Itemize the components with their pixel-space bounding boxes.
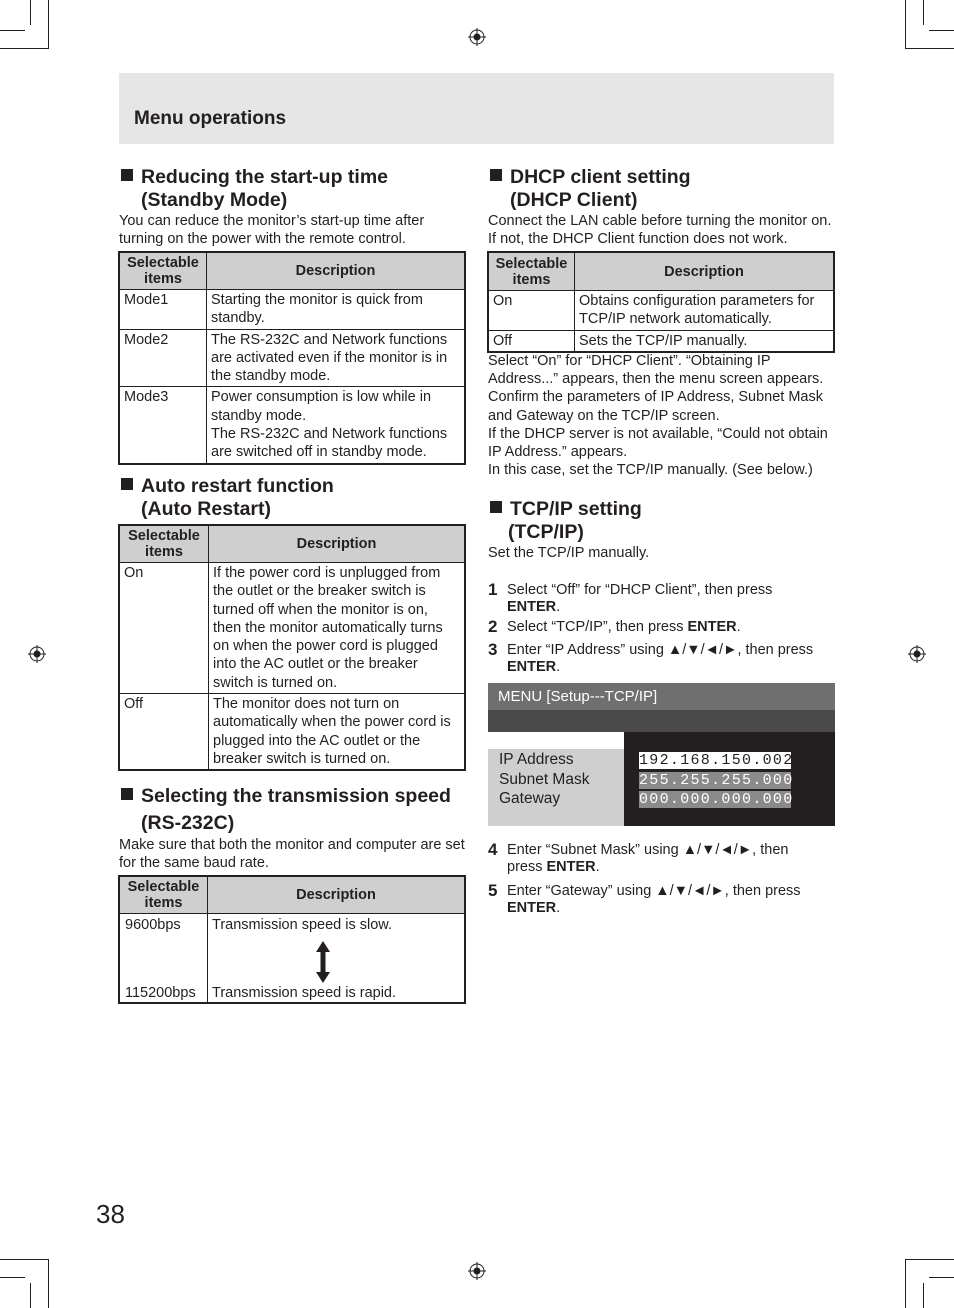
- rs232c-intro: Make sure that both the monitor and computer are set for the same baud rate.: [119, 837, 465, 872]
- crop-mark: [30, 0, 31, 25]
- table-header: Description: [208, 877, 465, 914]
- standby-section-heading: Reducing the start-up time (Standby Mode): [121, 166, 388, 212]
- table-row: Mode3 Power consumption is low while in standby mode. The RS-232C and Network functions are switched off in standby mode.: [120, 387, 465, 463]
- crop-mark: [30, 1283, 31, 1308]
- page-number: 38: [96, 1199, 125, 1229]
- table-row: Mode2 The RS-232C and Network functions are activated even if the monitor is in the standby mode.: [120, 329, 465, 387]
- square-bullet-icon: [490, 501, 502, 513]
- table-header: Selectable items: [120, 526, 209, 563]
- crop-mark: [923, 0, 924, 25]
- tcpip-menu-screen: [488, 683, 835, 826]
- crop-mark: [905, 1259, 954, 1260]
- table-header: Selectable items: [120, 253, 207, 290]
- rs232c-table: [119, 876, 465, 1003]
- table-header: Selectable items: [489, 253, 575, 291]
- square-bullet-icon: [490, 169, 502, 181]
- crop-mark: [0, 1259, 49, 1260]
- crop-mark: [905, 0, 906, 49]
- crop-mark: [923, 1283, 924, 1308]
- table-row: Off Sets the TCP/IP manually.: [489, 330, 834, 351]
- up-down-arrow-icon: [315, 941, 331, 983]
- table-row: On If the power cord is unplugged from the outlet or the breaker switch is turned off when the monitor is on, then the monitor automatically turns on when the power cord is plugged into the AC outlet or the breaker switch is turned on.: [120, 563, 465, 694]
- square-bullet-icon: [121, 478, 133, 490]
- crop-mark: [929, 30, 954, 31]
- crosshair-target-icon: [468, 28, 486, 46]
- table-row: Off The monitor does not turn on automatically when the power cord is plugged into the AC outlet or the breaker switch is turned on.: [120, 694, 465, 770]
- dhcp-notes: Select “On” for “DHCP Client”. “Obtaining IP Address...” appears, then the menu screen appears. Confirm the parameters of IP Address, Subnet Mask and Gateway on the TCP/IP screen. If the DHCP server is not available, “Could not obtain IP Address.” appears. In this case, set the TCP/IP manually. (See below.): [488, 353, 828, 479]
- table-header: Description: [207, 253, 465, 290]
- crop-mark: [48, 1259, 49, 1308]
- menu-subbar: [488, 710, 835, 732]
- dhcp-intro: Connect the LAN cable before turning the monitor on. If not, the DHCP Client function does not work.: [488, 213, 832, 248]
- dhcp-section-heading: DHCP client setting (DHCP Client): [490, 166, 691, 212]
- tcpip-section-heading: TCP/IP setting (TCP/IP): [490, 498, 642, 544]
- crop-mark: [0, 30, 25, 31]
- gateway-label: Gateway: [499, 790, 561, 807]
- crosshair-target-icon: [908, 645, 926, 663]
- tcpip-intro: Set the TCP/IP manually.: [488, 545, 650, 561]
- table-header: Selectable items: [120, 877, 208, 914]
- square-bullet-icon: [121, 169, 133, 181]
- subnet-mask-label: Subnet Mask: [499, 771, 590, 788]
- page-header-title: Menu operations: [134, 108, 287, 129]
- autorestart-section-heading: Auto restart function (Auto Restart): [121, 475, 334, 521]
- crop-mark: [48, 0, 49, 49]
- table-row: Mode1 Starting the monitor is quick from standby.: [120, 290, 465, 330]
- crosshair-target-icon: [28, 645, 46, 663]
- dhcp-table: [488, 252, 834, 352]
- standby-table: [119, 252, 465, 464]
- table-header: Description: [209, 526, 465, 563]
- crop-mark: [0, 48, 49, 49]
- rs232c-section-heading: Selecting the transmission speed (RS-232C): [121, 783, 451, 837]
- crop-mark: [905, 1259, 906, 1308]
- standby-intro: You can reduce the monitor’s start-up time after turning on the power with the remote control.: [119, 213, 425, 248]
- ip-address-label: IP Address: [499, 751, 574, 768]
- gateway-field[interactable]: 000.000.000.000: [639, 791, 794, 808]
- crop-mark: [929, 1277, 954, 1278]
- table-header: Description: [575, 253, 834, 291]
- menu-title-bar: MENU [Setup---TCP/IP]: [488, 683, 835, 710]
- subnet-mask-field[interactable]: 255.255.255.000: [639, 772, 794, 789]
- table-row: 9600bps 115200bps Transmission speed is slow. Transmission speed is rapid.: [120, 914, 465, 1003]
- autorestart-table: [119, 525, 465, 770]
- crop-mark: [905, 48, 954, 49]
- crop-mark: [0, 1277, 25, 1278]
- table-row: On Obtains configuration parameters for TCP/IP network automatically.: [489, 291, 834, 331]
- square-bullet-icon: [121, 788, 133, 800]
- crosshair-target-icon: [468, 1262, 486, 1280]
- ip-address-field[interactable]: 192.168.150.002: [639, 752, 794, 769]
